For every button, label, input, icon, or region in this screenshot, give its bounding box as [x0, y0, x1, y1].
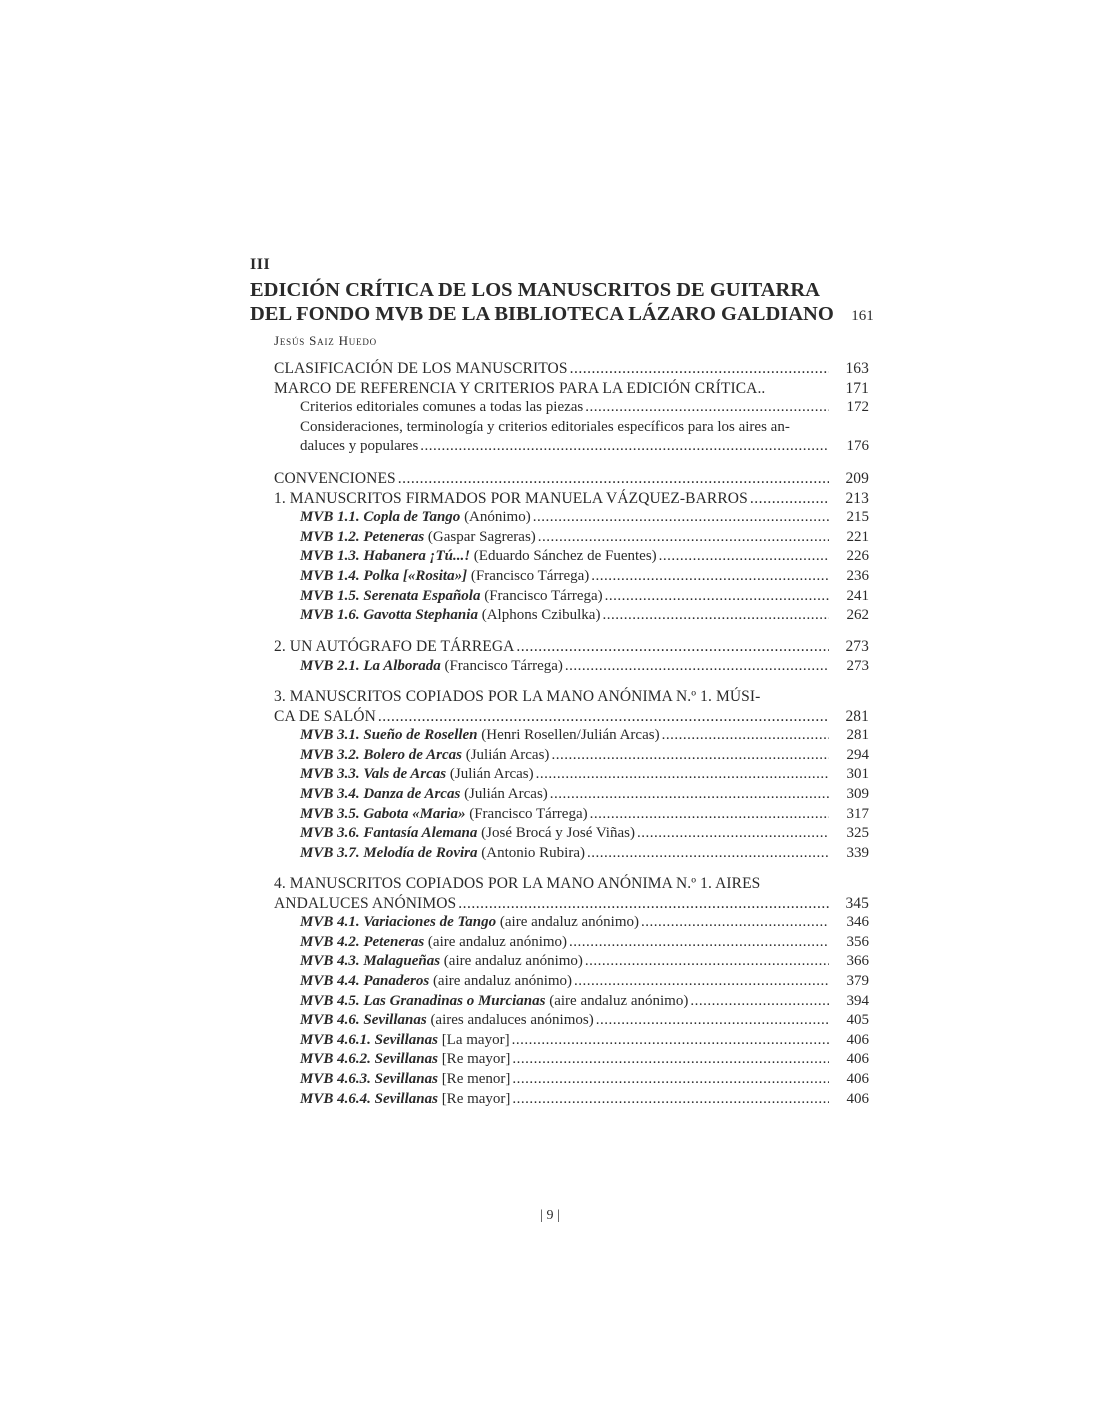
toc-entry[interactable]	[274, 528, 869, 548]
dot-leader	[538, 528, 829, 548]
toc-entry[interactable]	[274, 824, 869, 844]
toc-entry[interactable]	[274, 587, 869, 607]
manuscript-code: MVB 4.6. Sevillanas	[300, 1012, 427, 1029]
toc-entry-page: 406	[846, 1070, 869, 1087]
dot-leader	[536, 765, 829, 785]
manuscript-author: (José Brocá y José Viñas)	[477, 825, 635, 842]
dot-leader	[659, 547, 829, 567]
toc-entry[interactable]	[274, 972, 869, 992]
toc-entry-page: 273	[846, 657, 869, 674]
toc-entry-page: 406	[846, 1090, 869, 1107]
toc-entry-page: 294	[846, 746, 869, 763]
dot-leader	[690, 992, 829, 1012]
toc-entry-page: 213	[845, 489, 869, 507]
dot-leader	[550, 785, 829, 805]
toc-group-1	[274, 469, 869, 626]
manuscript-author: (aire andaluz anónimo)	[429, 972, 573, 989]
toc-entry[interactable]	[274, 1011, 869, 1031]
toc-entry-wrapped-line[interactable]: 3. MANUSCRITOS COPIADOS POR LA MANO ANÓNIMA N.º 1. MÚSI-	[274, 688, 761, 705]
toc-entry-label: daluces y populares	[300, 438, 419, 455]
manuscript-code: MVB 1.4. Polka [«Rosita»]	[300, 567, 468, 584]
manuscript-key: [La mayor]	[437, 1031, 510, 1048]
toc-entry-page: 171	[845, 379, 869, 397]
manuscript-author: (aire andaluz anónimo)	[545, 992, 689, 1009]
toc-entry[interactable]	[274, 398, 869, 418]
toc-entry-page: 241	[846, 587, 869, 604]
toc-entry[interactable]	[274, 844, 869, 864]
dot-leader	[587, 844, 829, 864]
toc-entry-page: 226	[846, 548, 869, 565]
toc-entry-wrapped-line[interactable]: Consideraciones, terminología y criterios editoriales específicos para los aires an-	[300, 418, 790, 435]
manuscript-author: (aire andaluz anónimo)	[424, 933, 568, 950]
toc-entry[interactable]	[274, 933, 869, 953]
toc-entry-label: 1. MANUSCRITOS FIRMADOS POR MANUELA VÁZQUEZ-BARROS	[274, 489, 748, 507]
dot-leader	[512, 1031, 829, 1051]
toc-entry-page: 325	[846, 825, 869, 842]
manuscript-author: (Julián Arcas)	[460, 785, 548, 802]
toc-group-4	[274, 874, 869, 1109]
manuscript-author: (Francisco Tárrega)	[465, 805, 588, 822]
manuscript-code: MVB 4.2. Peteneras	[300, 933, 425, 950]
toc-group-intro	[274, 359, 869, 457]
toc-entry-label: CA DE SALÓN	[274, 707, 376, 725]
dot-leader	[420, 437, 829, 457]
toc-entry-page: 221	[846, 528, 869, 545]
manuscript-code: MVB 1.2. Peteneras	[300, 528, 425, 545]
toc-entry[interactable]	[274, 894, 869, 914]
toc-entry[interactable]	[274, 567, 869, 587]
part-title	[250, 278, 874, 329]
toc-entry-page: 345	[845, 894, 869, 912]
dot-leader	[533, 508, 829, 528]
toc-entry[interactable]	[274, 637, 869, 657]
page-folio: | 9 |	[540, 1208, 560, 1223]
part-title-line-2-text: DEL FONDO MVB DE LA BIBLIOTECA LÁZARO GALDIANO	[250, 303, 834, 325]
dot-leader	[590, 805, 829, 825]
toc-entry-page: 215	[846, 509, 869, 526]
dot-leader	[662, 726, 829, 746]
manuscript-code: MVB 4.1. Variaciones de Tango	[300, 914, 497, 931]
toc-entry-label: CLASIFICACIÓN DE LOS MANUSCRITOS	[274, 360, 568, 377]
manuscript-code: MVB 2.1. La Alborada	[300, 657, 441, 674]
toc-entry-page: 262	[846, 607, 869, 624]
manuscript-author: (Eduardo Sánchez de Fuentes)	[470, 548, 657, 565]
manuscript-code: MVB 4.4. Panaderos	[300, 972, 430, 989]
dot-leader	[596, 1011, 829, 1031]
toc-entry-page: 236	[846, 567, 869, 584]
toc-entry-page: 163	[845, 360, 869, 377]
toc-entry[interactable]	[274, 765, 869, 785]
dot-leader	[585, 398, 829, 418]
part-number: III	[250, 256, 271, 273]
toc-entry[interactable]	[274, 785, 869, 805]
toc-entry-page: 209	[845, 470, 869, 487]
toc-entry-page: 405	[846, 1012, 869, 1029]
toc-entry-page: 309	[846, 785, 869, 802]
manuscript-author: (Anónimo)	[460, 509, 531, 526]
toc-entry[interactable]	[274, 1050, 869, 1070]
toc-entry[interactable]	[274, 359, 869, 379]
manuscript-code: MVB 3.1. Sueño de Rosellen	[300, 727, 478, 744]
manuscript-code: MVB 4.6.1. Sevillanas	[300, 1031, 438, 1048]
toc-entry-page: 172	[846, 399, 869, 416]
manuscript-code: MVB 1.6. Gavotta Stephania	[300, 607, 478, 624]
author-name: Jesús Saiz Huedo	[274, 333, 377, 348]
dot-leader	[602, 606, 829, 626]
manuscript-code: MVB 1.5. Serenata Española	[300, 587, 481, 604]
toc-entry-page: 379	[846, 972, 869, 989]
dot-leader	[512, 1090, 829, 1110]
toc-entry-page: 366	[846, 953, 869, 970]
manuscript-key: [Re mayor]	[437, 1051, 511, 1068]
dot-leader	[398, 469, 829, 489]
manuscript-code: MVB 4.6.2. Sevillanas	[300, 1051, 438, 1068]
toc-entry[interactable]	[274, 913, 869, 933]
toc-entry[interactable]	[274, 547, 869, 567]
dot-leader	[641, 913, 829, 933]
manuscript-code: MVB 1.1. Copla de Tango	[300, 509, 461, 526]
toc-entry-page: 394	[846, 992, 869, 1009]
toc-entry[interactable]	[274, 489, 869, 509]
dot-leader	[591, 567, 829, 587]
manuscript-key: [Re mayor]	[437, 1090, 511, 1107]
toc-entry[interactable]	[274, 952, 869, 972]
dot-leader	[750, 489, 829, 509]
toc-entry[interactable]	[274, 1070, 869, 1090]
manuscript-code: MVB 3.3. Vals de Arcas	[300, 766, 447, 783]
manuscript-key: [Re menor]	[437, 1070, 511, 1087]
toc-entry[interactable]	[274, 606, 869, 626]
dot-leader	[512, 1070, 829, 1090]
toc-entry-page: 406	[846, 1031, 869, 1048]
dot-leader	[516, 637, 829, 657]
toc-entry-page: 317	[846, 805, 869, 822]
manuscript-author: (Francisco Tárrega)	[480, 587, 603, 604]
manuscript-code: MVB 3.4. Danza de Arcas	[300, 785, 461, 802]
toc-entry-page: 301	[846, 766, 869, 783]
toc-group-3	[274, 687, 869, 863]
toc-entry-page: 346	[846, 914, 869, 931]
toc-entry[interactable]	[274, 1090, 869, 1110]
manuscript-code: MVB 4.3. Malagueñas	[300, 953, 441, 970]
dot-leader	[585, 952, 829, 972]
toc-entry[interactable]	[274, 726, 869, 746]
toc-entry-page: 176	[846, 438, 869, 455]
toc-entry[interactable]	[274, 508, 869, 528]
manuscript-author: (Antonio Rubira)	[477, 844, 585, 861]
part-page-number: 161	[851, 308, 874, 324]
toc-entry-page: 356	[846, 933, 869, 950]
toc-entry-label: 2. UN AUTÓGRAFO DE TÁRREGA	[274, 638, 515, 655]
dot-leader	[569, 933, 829, 953]
manuscript-author: (Francisco Tárrega)	[467, 567, 590, 584]
dot-leader	[605, 587, 829, 607]
dot-leader	[551, 746, 829, 766]
dot-leader	[637, 824, 829, 844]
manuscript-code: MVB 3.7. Melodía de Rovira	[300, 844, 478, 861]
toc-entry[interactable]	[274, 707, 869, 727]
toc-entry-page: 273	[845, 638, 869, 655]
toc-entry-page: 281	[845, 707, 869, 725]
manuscript-code: MVB 4.5. Las Granadinas o Murcianas	[300, 992, 546, 1009]
toc-entry-label: Criterios editoriales comunes a todas las piezas	[300, 399, 584, 416]
dot-leader	[565, 657, 829, 677]
dot-leader	[378, 707, 829, 727]
manuscript-author: (Gaspar Sagreras)	[424, 528, 536, 545]
toc-group-2	[274, 637, 869, 676]
manuscript-author: (aires andaluces anónimos)	[426, 1012, 594, 1029]
manuscript-code: MVB 3.2. Bolero de Arcas	[300, 746, 462, 763]
toc-entry-page: 406	[846, 1051, 869, 1068]
part-title-line-1: EDICIÓN CRÍTICA DE LOS MANUSCRITOS DE GUITARRA	[250, 279, 820, 301]
manuscript-code: MVB 3.5. Gabota «Maria»	[300, 805, 466, 822]
toc-entry[interactable]	[274, 992, 869, 1012]
dot-leader	[570, 359, 829, 379]
dot-leader	[512, 1050, 829, 1070]
manuscript-author: (Francisco Tárrega)	[440, 657, 563, 674]
toc-entry[interactable]	[274, 746, 869, 766]
manuscript-code: MVB 3.6. Fantasía Alemana	[300, 825, 478, 842]
part-title-line-2	[250, 302, 874, 329]
manuscript-author: (Julián Arcas)	[446, 766, 534, 783]
toc-entry-page: 281	[846, 727, 869, 744]
dot-leader	[574, 972, 829, 992]
toc-entry[interactable]	[274, 1031, 869, 1051]
toc-entry-label: MARCO DE REFERENCIA Y CRITERIOS PARA LA EDICIÓN CRÍTICA..	[274, 379, 766, 397]
toc-entry-wrapped-line[interactable]: 4. MANUSCRITOS COPIADOS POR LA MANO ANÓNIMA N.º 1. AIRES	[274, 875, 761, 892]
manuscript-author: (aire andaluz anónimo)	[496, 914, 640, 931]
manuscript-code: MVB 1.3. Habanera ¡Tú...!	[300, 548, 471, 565]
toc-entry[interactable]	[274, 657, 869, 677]
manuscript-author: (Julián Arcas)	[461, 746, 550, 763]
toc-entry[interactable]	[274, 469, 869, 489]
toc-entry-label: ANDALUCES ANÓNIMOS	[274, 894, 457, 912]
toc-entry-page: 339	[846, 844, 869, 861]
manuscript-author: (Alphons Czibulka)	[477, 607, 601, 624]
manuscript-code: MVB 4.6.4. Sevillanas	[300, 1090, 438, 1107]
dot-leader	[458, 894, 829, 914]
manuscript-author: (Henri Rosellen/Julián Arcas)	[477, 727, 660, 744]
manuscript-code: MVB 4.6.3. Sevillanas	[300, 1070, 438, 1087]
toc-entry[interactable]	[274, 437, 869, 457]
manuscript-author: (aire andaluz anónimo)	[440, 953, 583, 970]
toc-entry[interactable]	[274, 379, 869, 399]
toc-entry-label: CONVENCIONES	[274, 470, 396, 487]
toc-entry[interactable]	[274, 805, 869, 825]
